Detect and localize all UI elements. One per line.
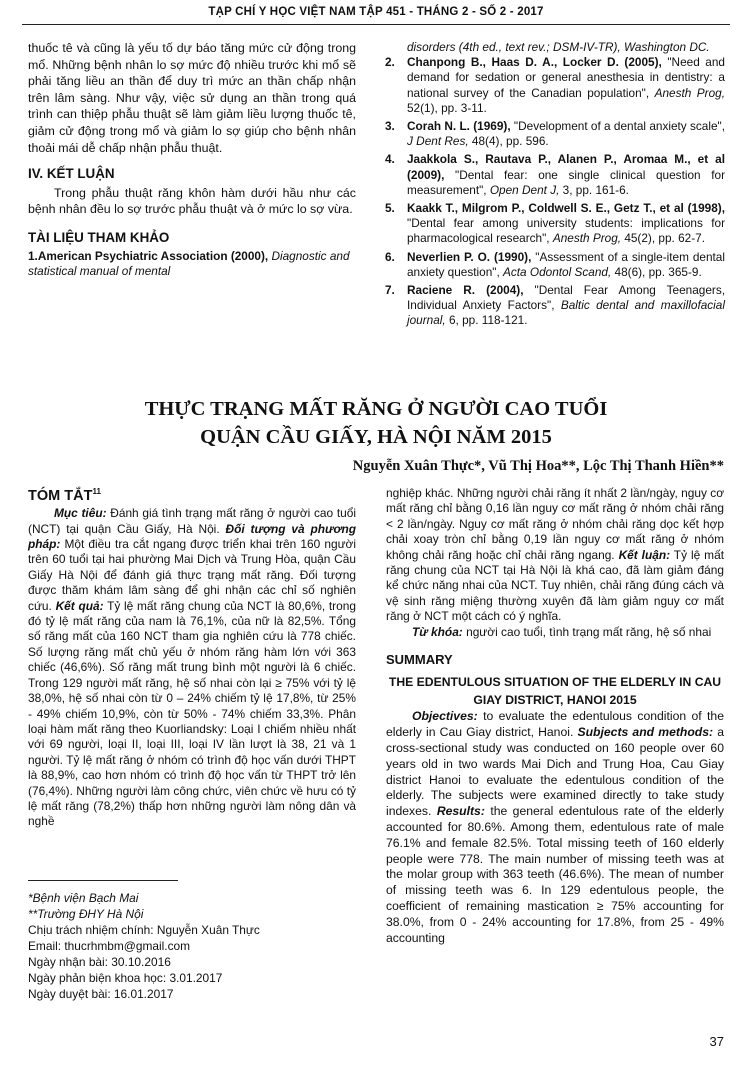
reference-journal: Acta Odontol Scand,	[503, 264, 612, 279]
reference-journal: Baltic dental and maxillofacial journal,	[407, 298, 725, 328]
methods-label: Đối tượng và phương pháp:	[28, 521, 356, 552]
reference-continuation: disorders (4th ed., text rev.; DSM-IV-TR), Washington DC.	[407, 40, 710, 54]
abstract-heading	[28, 484, 356, 504]
abstract-vi-continued	[386, 486, 724, 625]
keywords	[386, 625, 724, 640]
reference-item	[28, 249, 356, 279]
english-title: THE EDENTULOUS SITUATION OF THE ELDERLY IN CAU GIAY DISTRICT, HANOI 2015	[388, 675, 722, 708]
prev-article-right-column	[385, 40, 725, 332]
reference-number: 1.	[28, 248, 38, 263]
conclusion-text: Trong phẫu thuật răng khôn hàm dưới hầu như các bệnh nhân đều lo sợ trước phẫu thuật và ở mức lo sợ vừa.	[28, 185, 356, 217]
reference-tail: 48(4), pp. 596.	[471, 134, 549, 149]
reference-tail: 6, pp. 118-121.	[448, 313, 528, 328]
reference-number: 3.	[385, 119, 395, 134]
objectives-text: to evaluate the edentulous condition of the elderly in Cau Giay district, Hanoi.	[386, 709, 724, 740]
reference-journal: J Dent Res,	[407, 134, 469, 149]
responsible-author: Chịu trách nhiệm chính: Nguyễn Xuân Thực	[28, 923, 260, 937]
reference-title: "Dental fear: one single clinical question for measurement",	[407, 167, 725, 197]
reference-title: "Need and demand for sedation or general anesthesia in dentistry: a national survey of the Canadian population",	[407, 55, 725, 100]
reference-authors: American Psychiatric Association (2000),	[37, 248, 269, 263]
abstract-vi-text	[28, 506, 356, 830]
methods-text: a cross-sectional study was conducted on 160 people over 60 years old in two wards Mai Dich and Trung Hoa, Cau Giay district Hanoi to evaluate the edentulous condition of the elderly. The subjects were examined directly to take study indexes.	[386, 725, 724, 819]
results-text: Tỷ lệ mất răng chung của NCT là 80,6%, trong đó tỷ lệ mất răng của nam là 76,1%, của nữ là 82,5%. Tổng số răng mất của 160 NCT tham gia nghiên cứu là 778 chiếc. Số lượng răng mất chủ yếu ở nhóm răng hàm lớn với 363 chiếc (46,6%). Số răng mất trung bình một người là 6 chiếc. Trong 129 người mất răng, hệ số nhai còn lại ≥ 75% với tỷ lệ 38,0%, hệ số nhai còn từ 0 – 24% chiếm tỷ lệ 17,8%, từ 25% - 49% chiếm 10,9%, còn từ 50% - 74% chiếm 33,3%. Phân loại hàm mất răng theo Kuorliandsky: Loại I chiếm nhiều nhất với 69 người, loại II, loại III, loại IV lần lượt là 38, 21 và 1 người. Tỷ lệ mất răng ở nhóm có trình độ học vấn dưới THPT là 88,9%, cao hơn nhóm có trình độ học vấn từ THPT trở lên (76,4%). Những người làm công chức, viên chức về hưu có tỷ lệ mất răng (78,2%) thấp hơn những người làm nông dân và nghề	[28, 598, 356, 829]
reference-item	[385, 250, 725, 280]
reference-journal: Anesth Prog,	[654, 85, 725, 100]
reference-journal: Anesth Prog,	[552, 231, 622, 246]
reference-title: "Development of a dental anxiety scale",	[513, 119, 725, 134]
reference-title: "Dental Fear Among Teenagers, Individual Anxiety Factors",	[407, 283, 725, 313]
article-title-line-2: QUẬN CẦU GIẤY, HÀ NỘI NĂM 2015	[200, 426, 552, 448]
reference-journal: Open Dent J,	[489, 182, 560, 197]
keywords-label: Từ khóa:	[412, 624, 463, 639]
conclusion-heading: IV. KẾT LUẬN	[28, 166, 115, 182]
reference-tail: 3, pp. 161-6.	[562, 182, 629, 197]
objective-text: Đánh giá tình trạng mất răng ở người cao tuổi (NCT) tại quận Cầu Giấy, Hà Nội.	[28, 506, 356, 536]
reference-item	[385, 152, 725, 198]
reference-authors: Raciene R. (2004),	[407, 283, 524, 298]
keywords-text: người cao tuổi, tình trạng mất răng, hệ số nhai	[462, 624, 712, 639]
reference-tail: 52(1), pp. 3-11.	[407, 100, 487, 115]
footnote-rule	[28, 880, 178, 881]
reference-tail: 45(2), pp. 62-7.	[624, 231, 705, 246]
abstract-right-column	[386, 486, 724, 946]
reference-item	[385, 283, 725, 329]
affiliation-1: *Bệnh viện Bạch Mai	[28, 891, 139, 905]
reference-authors: Neverlien P. O. (1990),	[407, 249, 532, 264]
prev-article-left-column	[28, 40, 356, 282]
abstract-left-column	[28, 484, 356, 830]
accepted-date: Ngày duyệt bài: 16.01.2017	[28, 987, 174, 1001]
conclusion-label: Kết luận:	[618, 547, 671, 562]
article-authors: Nguyễn Xuân Thực*, Vũ Thị Hoa**, Lộc Thị Thanh Hiền**	[352, 458, 724, 474]
article-title-line-1: THỰC TRẠNG MẤT RĂNG Ở NGƯỜI CAO TUỔI	[144, 398, 608, 420]
reference-title: "Assessment of a single-item dental anxiety question",	[407, 249, 725, 279]
methods-label: Subjects and methods:	[577, 725, 714, 740]
reference-number: 7.	[385, 283, 395, 298]
reference-number: 4.	[385, 152, 395, 167]
email: Email: thucrhmbm@gmail.com	[28, 939, 191, 953]
objective-label: Mục tiêu:	[54, 506, 107, 521]
objectives-label: Objectives:	[412, 709, 478, 724]
received-date: Ngày nhận bài: 30.10.2016	[28, 955, 171, 969]
affiliation-2: **Trường ĐHY Hà Nội	[28, 907, 144, 921]
methods-text: Một điều tra cắt ngang được triển khai trên 160 người trên 60 tuổi tại hai phường Mai Dịch và Trung Hòa, quận Cầu Giấy Hà Nội để đánh giá thực trạng mất răng. Đối tượng được thăm khám lâm sàng để ghi nhận các chỉ số nghiên cứu.	[28, 537, 356, 613]
reference-authors: Kaakk T., Milgrom P., Coldwell S. E., Getz T., et al (1998),	[407, 201, 725, 216]
results-label: Kết quả:	[55, 598, 104, 613]
reference-item	[385, 201, 725, 247]
reference-authors: Jaakkola S., Rautava P., Alanen P., Aromaa M., et al (2009),	[407, 152, 725, 182]
reference-title: "Dental fear among university students: implications for pharmacological research",	[407, 216, 725, 246]
reference-authors: Corah N. L. (1969),	[407, 119, 511, 134]
summary-heading: SUMMARY	[386, 652, 453, 668]
footnote-marker: 11	[92, 487, 101, 496]
journal-header: TẠP CHÍ Y HỌC VIỆT NAM TẬP 451 - THÁNG 2 - SỐ 2 - 2017	[208, 6, 544, 18]
prev-paragraph: thuốc tê và cũng là yếu tố dự báo tăng mức cử động trong mổ. Những bệnh nhân lo sợ mức độ nhiều trước khi mổ sẽ phải tăng liều an thần để duy trì mức an thần chấp nhận trên lâm sàng. Như vậy, việc sử dụng an thần trong quá trình can thiệp phẫu thuật sẽ làm giảm liều lượng thuốc tê, giảm cử động trong mổ và giảm lo sợ giúp cho bệnh nhân thoải mái dễ chấp nhận phẫu thuật.	[28, 41, 356, 155]
header-rule	[22, 24, 730, 25]
reference-number: 5.	[385, 201, 395, 216]
abstract-en-text	[386, 709, 724, 946]
reference-authors: Chanpong B., Haas D. A., Locker D. (2005),	[407, 55, 662, 70]
article-title	[0, 395, 752, 451]
reference-item	[385, 55, 725, 116]
footnotes	[28, 890, 356, 1002]
results-continued-text: nghiệp khác. Những người chải răng ít nhất 2 lần/ngày, nguy cơ mất răng chỉ bằng 0,16 lần nguy cơ mất răng ở nhóm chải răng < 2 lần/ngày. Nguy cơ mất răng ở nhóm chải răng dọc kết hợp chải xoay tròn chỉ bằng 0,19 lần nguy cơ mất răng ở nhóm không chải răng hoặc chỉ chải răng ngang.	[386, 486, 724, 562]
results-text: the general edentulous rate of the elderly accounted for 80.6%. Among them, edentulous rate of male 76.1% and female 82.5%. Total missing teeth of 160 elderly people were 778. The main number of missing teeth was at the molar group with 363 teeth (46.6%). The mean of number of missing teeth was 6. In 129 edentulous people, the coefficient of remaining mastication ≥ 75% accounting for 38.0%, from 0 - 24% accounting for 17.8%, from 25 - 49% accounting	[386, 804, 725, 945]
results-label: Results:	[436, 804, 485, 819]
references-heading: TÀI LIỆU THAM KHẢO	[28, 229, 170, 245]
review-date: Ngày phản biện khoa học: 3.01.2017	[28, 971, 223, 985]
reference-number: 2.	[385, 55, 395, 70]
conclusion-text: Tỷ lệ mất răng chung của NCT tại Hà Nội là khá cao, đã làm giảm đáng kể chức năng nhai của NCT. Tuy nhiên, chải răng đúng cách và vệ sinh răng miệng thường xuyên đã làm giảm nguy cơ mất răng ở NCT một cách có ý nghĩa.	[386, 547, 724, 624]
page-number: 37	[709, 1034, 724, 1049]
reference-item	[385, 119, 725, 149]
abstract-heading-text: TÓM TẮT	[28, 487, 93, 504]
reference-title: Diagnostic and statistical manual of mental	[28, 248, 350, 278]
reference-tail: 48(6), pp. 365-9.	[614, 264, 702, 279]
reference-number: 6.	[385, 249, 395, 264]
